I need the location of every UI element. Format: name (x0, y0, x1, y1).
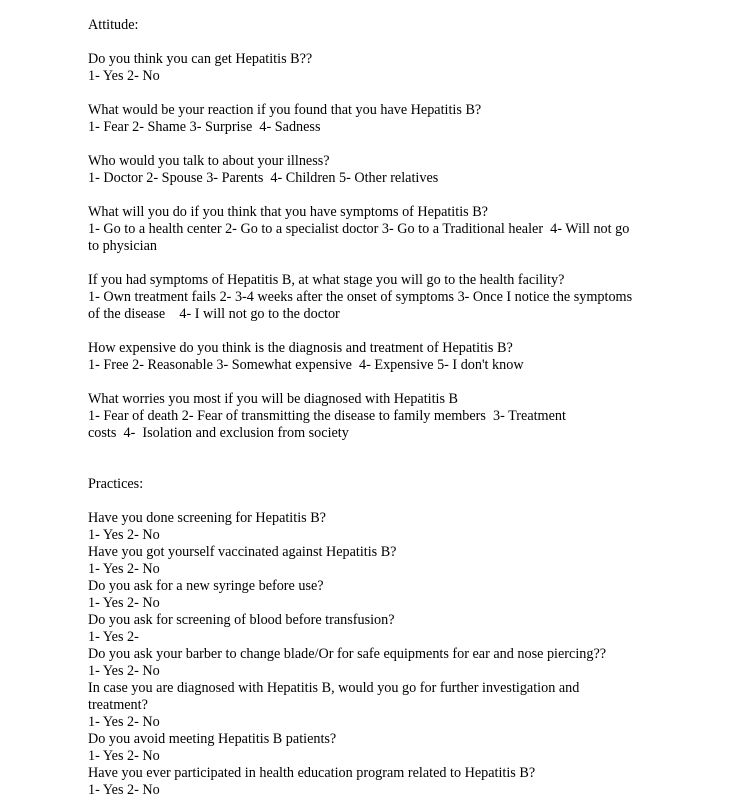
question-block (88, 272, 663, 323)
answer-options: 1- Yes 2- No (88, 782, 160, 798)
question-block (88, 340, 663, 374)
answer-options: 1- Yes 2- No (88, 561, 160, 577)
question-block (88, 646, 663, 680)
answer-options: 1- Doctor 2- Spouse 3- Parents 4- Children 5- Other relatives (88, 170, 439, 186)
question-text: How expensive do you think is the diagnosis and treatment of Hepatitis B? (88, 340, 513, 356)
question-text: What will you do if you think that you have symptoms of Hepatitis B? (88, 204, 488, 220)
question-block (88, 391, 663, 442)
question-text: In case you are diagnosed with Hepatitis B, would you go for further investigation and (88, 680, 580, 696)
attitude-section (88, 17, 663, 442)
answer-options: 1- Go to a health center 2- Go to a specialist doctor 3- Go to a Traditional healer 4- Will not go (88, 221, 630, 237)
question-block (88, 153, 663, 187)
answer-options: 1- Yes 2- No (88, 595, 160, 611)
question-block (88, 204, 663, 255)
question-block (88, 731, 663, 765)
question-text: Have you ever participated in health education program related to Hepatitis B? (88, 765, 536, 781)
answer-options: 1- Yes 2- No (88, 68, 160, 84)
answer-options-cont: of the disease 4- I will not go to the doctor (88, 306, 340, 322)
section-heading-practices: Practices: (88, 476, 144, 492)
question-text: Do you ask for a new syringe before use? (88, 578, 324, 594)
question-block (88, 102, 663, 136)
question-text: Do you ask for screening of blood before transfusion? (88, 612, 395, 628)
question-block (88, 680, 663, 731)
question-text: Do you think you can get Hepatitis B?? (88, 51, 313, 67)
question-text: Do you ask your barber to change blade/Or for safe equipments for ear and nose piercing?? (88, 646, 607, 662)
question-text: If you had symptoms of Hepatitis B, at what stage you will go to the health facility? (88, 272, 565, 288)
question-block (88, 612, 663, 646)
question-text-cont: treatment? (88, 697, 148, 713)
question-text: Who would you talk to about your illness? (88, 153, 330, 169)
answer-options: 1- Yes 2- (88, 629, 139, 645)
answer-options: 1- Yes 2- No (88, 748, 160, 764)
practices-section (88, 476, 663, 799)
question-text: Do you avoid meeting Hepatitis B patients? (88, 731, 337, 747)
answer-options-cont: costs 4- Isolation and exclusion from society (88, 425, 349, 441)
question-text: Have you done screening for Hepatitis B? (88, 510, 326, 526)
answer-options: 1- Yes 2- No (88, 527, 160, 543)
question-text: Have you got yourself vaccinated against Hepatitis B? (88, 544, 397, 560)
question-block (88, 544, 663, 578)
answer-options: 1- Yes 2- No (88, 714, 160, 730)
question-block (88, 765, 663, 799)
answer-options: 1- Fear of death 2- Fear of transmitting the disease to family members 3- Treatment (88, 408, 566, 424)
question-block (88, 578, 663, 612)
answer-options: 1- Free 2- Reasonable 3- Somewhat expensive 4- Expensive 5- I don't know (88, 357, 524, 373)
question-block (88, 510, 663, 544)
section-heading-attitude: Attitude: (88, 17, 139, 33)
answer-options-cont: to physician (88, 238, 157, 254)
answer-options: 1- Yes 2- No (88, 663, 160, 679)
answer-options: 1- Fear 2- Shame 3- Surprise 4- Sadness (88, 119, 321, 135)
question-block (88, 51, 663, 85)
questionnaire (88, 17, 663, 799)
question-text: What would be your reaction if you found that you have Hepatitis B? (88, 102, 482, 118)
answer-options: 1- Own treatment fails 2- 3-4 weeks after the onset of symptoms 3- Once I notice the symptoms (88, 289, 633, 305)
question-text: What worries you most if you will be diagnosed with Hepatitis B (88, 391, 459, 407)
